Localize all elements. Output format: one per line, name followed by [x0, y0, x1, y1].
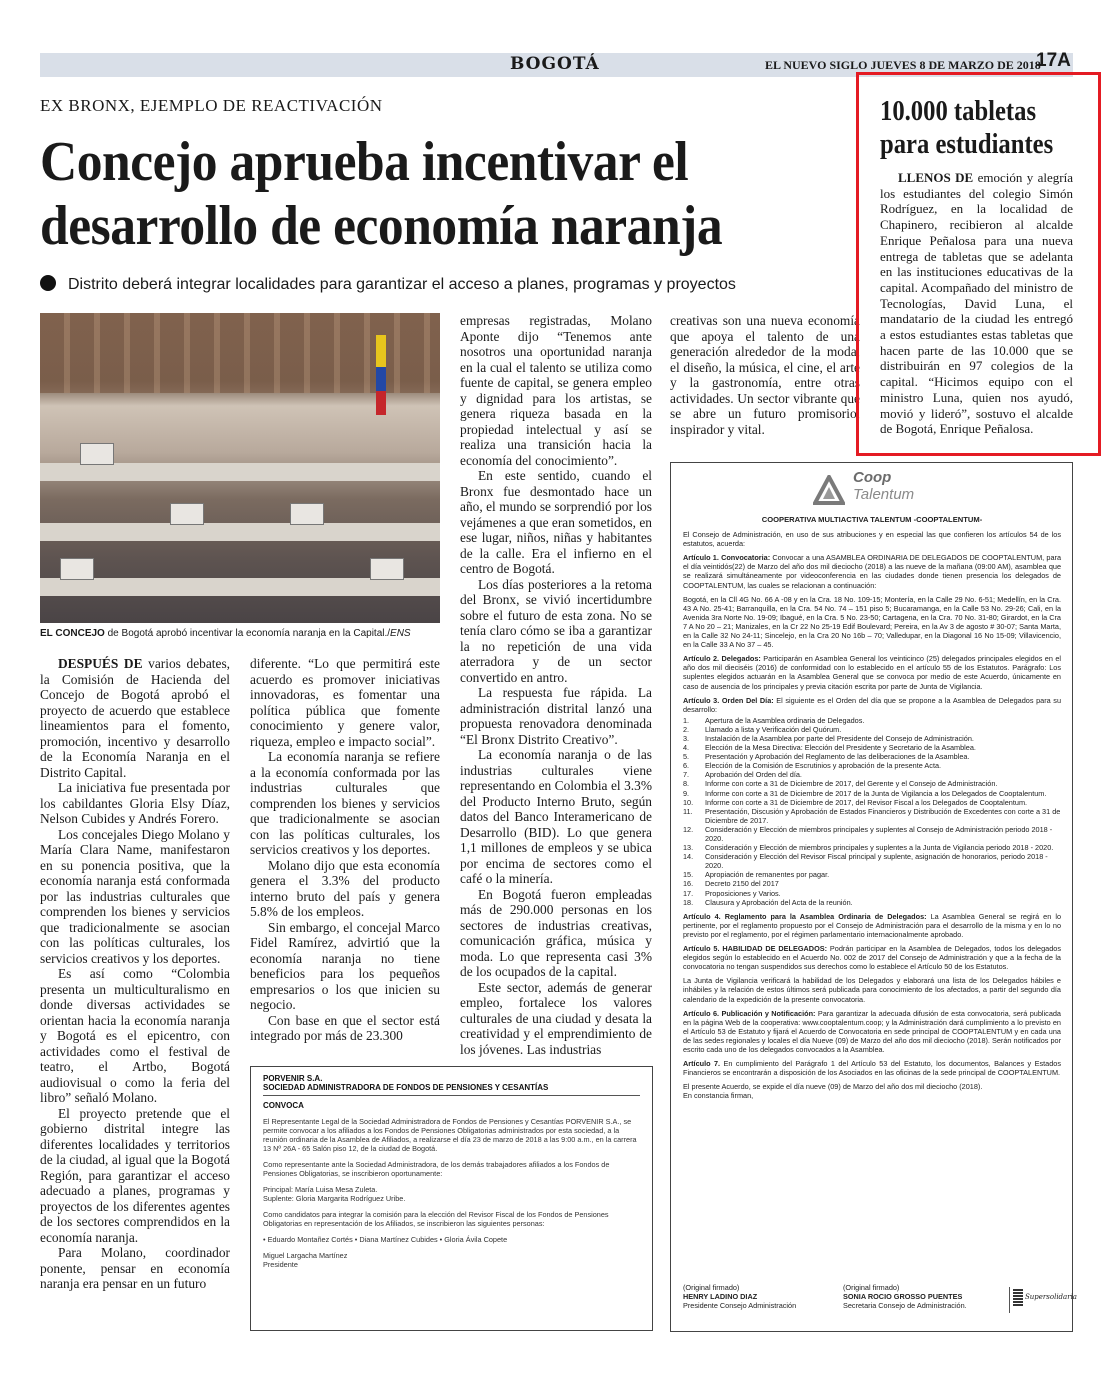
- signer-name: Miguel Largacha Martínez: [263, 1251, 348, 1260]
- seal-text: Supersolidaria: [1025, 1293, 1077, 1301]
- photo-caption: [40, 628, 460, 639]
- paragraph: Para Molano, coordinador ponente, pensar en economía naranja era pensar en un futuro: [40, 1245, 230, 1291]
- agenda-number: 3.: [683, 733, 690, 743]
- agenda-item: [683, 798, 1061, 807]
- agenda-number: 12.: [683, 824, 694, 834]
- paragraph: Es así como “Colombia presenta un multiculturalismo en donde diversas actividades se orientan hacia la economía naranja y Bogotá es el epicentro, con actividades como el festival de teatro, el Artbo, Bogotá audiovisual o como la feria del libro” señaló Molano.: [40, 966, 230, 1105]
- agenda-number: 2.: [683, 724, 690, 734]
- article-column-1: [40, 656, 230, 1292]
- agenda-number: 5.: [683, 752, 690, 762]
- paragraph: La economía naranja o de las industrias culturales viene representando en Colombia el 3.3% del Producto Interno Bruto, según datos del Banco Interamericano de Desarrollo (BID). Lo que genera 1,1 millones de empleos y se ubica por encima de sectores como el café o la minería.: [460, 747, 652, 886]
- paragraph: Los concejales Diego Molano y María Clara Name, manifestaron en su ponencia positiva, que la economía naranja está conformada por las industrias culturales que comprenden los bienes y servicios que tradicionalmente se asocian con las políticas culturales, los servicios creativos y los deportes.: [40, 826, 230, 966]
- lead-in: LLENOS DE: [898, 170, 974, 185]
- sidebar-text: [880, 170, 1073, 437]
- signature-note: (Original firmado): [843, 1283, 900, 1292]
- signature-block: [683, 1283, 853, 1310]
- paragraph: [683, 553, 1061, 589]
- paragraph: Bogotá, en la Cll 4G No. 66 A -08 y en la Cra. 18 No. 109-15; Montería, en la Calle 29 No. 6-51; Medellín, en la Cra. 43 A No. 25-41; Barranquilla, en la Cra. 54 No. 74 – 151 piso 5; Bucaramanga, en la Calle 53 No. 29-26; Cali, en la Avenida 3ra Norte No. 19-09; Ibagué, en la Cra. 5 No. 23-50; Cartagena, en la Cra. 70 No. 31-80; Girardot, en la Cra 7 A No 20 – 21; Manizales, en la Cr 22 No 25-19 Edif Boulevard; Pereira, en la Av 3 de agosto # 30-07; Santa Marta, en la Calle 32 No 24-11; Sincelejo, en la Cra 20 No 16b – 70; Valledupar, en la Diagonal 16 No 15-09; Villavicencio, en la Calle 33 A No 37 – 45.: [683, 594, 1061, 650]
- signer-role: Presidente: [263, 1260, 298, 1269]
- agenda-number: 16.: [683, 879, 694, 889]
- agenda-number: 9.: [683, 788, 690, 798]
- paragraph: En Bogotá fueron empleadas más de 290.000 personas en los sectores de industrias creativas, comunicación gráfica, música y moda. Lo que representa casi 3% de los ocupados de la capital.: [460, 886, 652, 979]
- paragraph: [683, 912, 1061, 939]
- agenda-text: Proposiciones y Varios.: [705, 888, 781, 898]
- agenda-text: Consideración y Elección del Revisor Fiscal principal y suplente, asignación de honorarios, periodo 2018 - 2020.: [705, 852, 1048, 871]
- signer-role: Secretaria Consejo de Administración.: [843, 1301, 967, 1310]
- notice-company: PORVENIR S.A.: [263, 1074, 323, 1083]
- paragraph: [683, 654, 1061, 690]
- agenda-item: [683, 752, 1061, 761]
- article-head: Artículo 3. Orden Del Día:: [683, 695, 774, 705]
- photo-monitor: [170, 503, 204, 525]
- paragraph: Como candidatos para integrar la comisión para la elección del Revisor Fiscal de los Fondos de Pensiones Obligatorias en representación de los Afiliados, se inscribieron las siguientes personas:: [263, 1210, 609, 1228]
- paragraph: diferente. “Lo que permitirá este acuerdo es promover iniciativas innovadoras, es fomentar una política pública que fomente conocimiento y genere valor, riqueza, empleo e impacto social”.: [250, 656, 440, 749]
- agenda-text: Informe con corte a 31 de Diciembre de 2017, del Gerente y el Consejo de Administración.: [705, 779, 998, 789]
- agenda-item: [683, 716, 1061, 725]
- paragraph: Molano dijo que esta economía genera el 3.3% del producto interno bruto del país y genera 5.8% de los empleos.: [250, 857, 440, 919]
- article-head: Artículo 4. Reglamento para la Asamblea Ordinaria de Delegados:: [683, 911, 927, 921]
- agenda-item: [683, 779, 1061, 788]
- agenda-text: Presentación, Discusión y Aprobación de Estados Financieros y Distribución de Excedentes con corte a 31 de Diciembre de 2017.: [705, 806, 1061, 825]
- paragraph: Este sector, además de generar empleo, fortalece los valores culturales de una ciudad y desata la creatividad y el emprendimiento de los jóvenes. Las industrias: [460, 979, 652, 1057]
- agenda-item: [683, 870, 1061, 879]
- agenda-number: 6.: [683, 761, 690, 771]
- porvenir-notice: [250, 1066, 653, 1331]
- supersolidaria-seal: [1009, 1287, 1077, 1313]
- signer-role: Presidente Consejo Administración: [683, 1301, 797, 1310]
- agenda-text: Decreto 2150 del 2017: [705, 879, 779, 889]
- candidate-list: • Eduardo Montañez Cortés • Diana Martínez Cubides • Gloria Ávila Copete: [263, 1235, 508, 1244]
- lead-in: DESPUÉS DE: [58, 656, 143, 671]
- paragraph: Los días posteriores a la retoma del Bronx, se vivió incertidumbre sobre el futuro de esta zona. No se tenía claro cómo se iba a garantizar la no repetición de una vida aterradora y de un sector convertido en antro.: [460, 576, 652, 685]
- paragraph-text: emoción y alegría los estudiantes del colegio Simón Rodríguez, en la localidad de Chapinero, recibieron al alcalde Enrique Peñalosa para una nueva entrega de tabletas que se adelanta en las instituciones educativas de la capital. Acompañado del ministro de Tecnologías, David Luna, el mandatario de la ciudad les entregó a estos estudiantes estas tabletas que hacen parte de las 10.000 que se distribuirán en 97 colegios de la capital. “Hicimos equipo con el ministro Luna, quien nos ayudó, movió y lideró”, sostuvo el alcalde de Bogotá, Enrique Peñalosa.: [880, 170, 1073, 437]
- paper-date: EL NUEVO SIGLO JUEVES 8 DE MARZO DE 2018: [765, 58, 1041, 72]
- agenda-number: 18.: [683, 897, 694, 907]
- section-name: BOGOTÁ: [510, 54, 600, 74]
- caption-text: de Bogotá aprobó incentivar la economía naranja en la Capital./: [104, 628, 391, 639]
- paragraph: El proyecto pretende que el gobierno distrital integre las diferentes localidades y territorios de la ciudad, al igual que la Bogotá Región, para garantizar el acceso adecuado a planes, programas y proyectos de los diferentes agentes de los sectores comprendidos en la economía naranja.: [40, 1105, 230, 1245]
- article-column-2: [250, 656, 440, 1044]
- agenda-number: 11.: [683, 806, 693, 816]
- agenda-item: [683, 734, 1061, 743]
- paragraph: [683, 1059, 1061, 1077]
- agenda-text: Apertura de la Asamblea ordinaria de Delegados.: [705, 715, 865, 725]
- paragraph: [683, 696, 1061, 714]
- paragraph: Con base en que el sector está integrado por más de 23.300: [250, 1012, 440, 1043]
- agenda-text: Aprobación del Orden del día.: [705, 770, 802, 780]
- notice-body: [683, 515, 1061, 1105]
- signer-name: HENRY LADINO DIAZ: [683, 1292, 758, 1301]
- notice-title: COOPERATIVA MULTIACTIVA TALENTUM -COOPTALENTUM-: [761, 515, 983, 524]
- agenda-text: Elección de la Comisión de Escrutinios y aprobación de la presente Acta.: [705, 761, 942, 771]
- principal-name: Principal: María Luisa Mesa Zuleta.: [263, 1185, 378, 1194]
- agenda-number: 1.: [683, 715, 690, 725]
- paragraph: creativas son una nueva economía que apoya el talento de una generación alrededor de la moda, el diseño, la música, el cine, el arte y la gastronomía, entre otras actividades. Un sector vibrante que se abre un futuro promisorio, inspirador y vital.: [670, 313, 860, 437]
- paragraph: [683, 1009, 1061, 1054]
- cooptalentum-logo: [813, 471, 943, 511]
- paragraph: El presente Acuerdo, se expide el día nueve (09) de Marzo del año dos mil dieciocho (2018).: [683, 1082, 983, 1092]
- agenda-item: [683, 789, 1061, 798]
- paragraph: La Junta de Vigilancia verificará la habilidad de los Delegados y elaborará una lista de los Delegados hábiles e inhábiles y la relación de estos últimos será publicada para conocimiento de los afectados, a partir del segundo día calendario de la expedición de la presente convocatoria.: [683, 976, 1061, 1004]
- notice-company-full: SOCIEDAD ADMINISTRADORA DE FONDOS DE PENSIONES Y CESANTÍAS: [263, 1083, 549, 1092]
- agenda-item: [683, 852, 1061, 870]
- photo-monitor: [370, 558, 404, 580]
- paragraph: [263, 1185, 640, 1203]
- article-head: Artículo 5. HABILIDAD DE DELEGADOS:: [683, 944, 828, 954]
- logo-text: Talentum: [853, 486, 915, 503]
- divider: [263, 1095, 640, 1096]
- paragraph-text: varios debates, la Comisión de Hacienda del Concejo de Bogotá aprobó el proyecto de acuerdo que establece lineamientos para el fomento, promoción, incentivo y desarrollo de la Economía Naranja en el Distrito Capital.: [40, 656, 230, 780]
- paragraph: La iniciativa fue presentada por los cabildantes Gloria Elsy Díaz, Nelson Cubides y Andrés Forero.: [40, 780, 230, 826]
- article-column-3: [460, 313, 652, 1057]
- seal-mark-icon: [1013, 1289, 1023, 1307]
- paragraph-text: Para garantizar la adecuada difusión de esta convocatoria, será publicada en la página Web de la cooperativa: www.cooptalentum.coop; y la Administración dará cumplimiento a lo previsto en el Artículo 53 de Estatuto y fijará el Acuerdo de Convocatoria en sede principal de COOPTALENTUM y en cada una de las sedes regionales y locales el día Nueve (09) de Marzo del año dos mil dieciocho (2018). Serán notificados por escrito cada uno de los delegados convocados a la Asamblea.: [683, 1008, 1061, 1054]
- agenda-number: 13.: [683, 843, 694, 853]
- article-head: Artículo 1. Convocatoria:: [683, 553, 771, 563]
- article-head: Artículo 6. Publicación y Notificación:: [683, 1008, 816, 1018]
- article-headline: Concejo aprueba incentivar el desarrollo de economía naranja: [40, 131, 723, 257]
- notice-heading: CONVOCA: [263, 1101, 304, 1110]
- agenda-item: [683, 807, 1061, 825]
- photo-desk-row: [40, 578, 440, 596]
- colombia-flag-icon: [376, 335, 386, 415]
- paragraph: Sin embargo, el concejal Marco Fidel Ramírez, advirtió que la economía naranja no tiene beneficios para los pequeños empresarios o los que inicien su negocio.: [250, 919, 440, 1012]
- agenda-text: Presentación y Aprobación del Reglamento de las deliberaciones de la Asamblea.: [705, 752, 970, 762]
- agenda-number: 8.: [683, 779, 690, 789]
- agenda-number: 4.: [683, 743, 690, 753]
- agenda-text: Informe con corte a 31 de Diciembre de 2017 de la Junta de Vigilancia a los Delegados de Cooptalentum.: [705, 788, 1047, 798]
- signer-name: SONIA ROCIO GROSSO PUENTES: [843, 1292, 963, 1301]
- agenda-text: Elección de la Mesa Directiva: Elección del Presidente y Secretario de la Asamblea.: [705, 743, 976, 753]
- agenda-number: 15.: [683, 870, 694, 880]
- paragraph: En este sentido, cuando el Bronx fue desmontado hace un año, el mundo se sorprendió por los vejámenes a que eran sometidos, en ese lugar, niños, niñas y habitantes de la calle. Era el infierno en el centro de Bogotá.: [460, 468, 652, 576]
- paragraph-text: En cumplimiento del Parágrafo 1 del Artículo 53 del Estatuto, los documentos, Balances y Estados Financieros se encontrarán a disposición de los Asociados en las oficinas de la sede principal de COOPTALENTUM.: [683, 1059, 1061, 1078]
- agenda-text: Consideración y Elección de miembros principales y suplentes a la Junta de Vigilancia periodo 2018 - 2020.: [705, 843, 1054, 853]
- paragraph: La respuesta fue rápida. La administración distrital lanzó una propuesta renovadora denominada “El Bronx Distrito Creativo”.: [460, 685, 652, 747]
- agenda-text: Apropiación de remanentes por pagar.: [705, 870, 830, 880]
- cooptalentum-notice: [670, 462, 1077, 1332]
- agenda-item: [683, 898, 1061, 907]
- paragraph: [683, 944, 1061, 971]
- logo-text: Coop: [853, 469, 892, 486]
- agenda-text: Consideración y Elección de miembros principales y suplentes al Consejo de Administración periodo 2018 - 2020.: [705, 824, 1053, 843]
- caption-lead: EL CONCEJO: [40, 628, 105, 639]
- article-kicker: EX BRONX, EJEMPLO DE REACTIVACIÓN: [40, 96, 383, 115]
- paragraph: Como representante ante la Sociedad Administradora, de los demás trabajadores afiliados a los Fondos de Pensiones Obligatorias, se inscribieron oportunamente:: [263, 1160, 610, 1178]
- photo-monitor: [80, 443, 114, 465]
- agenda-text: Informe con corte a 31 de Diciembre de 2017, del Revisor Fiscal a los Delegados de Cooptalentum.: [705, 797, 1028, 807]
- agenda-item: [683, 825, 1061, 843]
- signature-note: (Original firmado): [683, 1283, 740, 1292]
- subhead-text: Distrito deberá integrar localidades para garantizar el acceso a planes, programas y proyectos: [68, 276, 736, 293]
- article-head: Artículo 7.: [683, 1059, 721, 1069]
- agenda-number: 10.: [683, 797, 694, 807]
- agenda-item: [683, 761, 1061, 770]
- paragraph-text: Convocar a una ASAMBLEA ORDINARIA DE DELEGADOS DE COOPTALENTUM, para el día veintidós(22) de Marzo del año dos mil dieciocho (2018) a las nueve de la mañana (09:00 AM), asamblea que se realizará simultáneamente por videoconferencia en las ciudades donde tienen presencia los delegados de COOPTALENTUM, las cuales se relacionan a continuación:: [683, 553, 1062, 590]
- paragraph: empresas registradas, Molano Aponte dijo “Tenemos ante nosotros una oportunidad naranja en la cual el talento se utiliza como fuente de capital, se genera empleo y dignidad para los artistas, se genera riqueza basada en la propiedad intelectual y así se realiza una transición hacia la economía del conocimiento”.: [460, 313, 652, 468]
- article-subhead: [40, 275, 736, 294]
- bullet-icon: [40, 275, 56, 291]
- agenda-number: 14.: [683, 852, 694, 862]
- article-head: Artículo 2. Delegados:: [683, 654, 761, 664]
- agenda-text: Clausura y Aprobación del Acta de la reunión.: [705, 897, 853, 907]
- photo-desk-row: [40, 463, 440, 481]
- agenda-text: Llamado a lista y Verificación del Quórum.: [705, 724, 842, 734]
- agenda-item: [683, 770, 1061, 779]
- photo-credit: ENS: [390, 628, 411, 639]
- triangle-logo-icon: [813, 475, 845, 505]
- agenda-list: [683, 716, 1061, 907]
- page-number: 17A: [1036, 50, 1071, 71]
- agenda-item: [683, 889, 1061, 898]
- photo-monitor: [60, 558, 94, 580]
- photo-monitor: [290, 503, 324, 525]
- paragraph: [880, 170, 1073, 437]
- agenda-text: Instalación de la Asamblea por parte del Presidente del Consejo de Administración.: [705, 733, 974, 743]
- paragraph: La economía naranja se refiere a la economía conformada por las industrias culturales que comprenden los bienes y servicios que tradicionalmente se asocian con las políticas culturales, los servicios creativos y los deportes.: [250, 749, 440, 857]
- council-session-photo: [40, 313, 440, 623]
- paragraph-text: La Asamblea General se regirá en lo pertinente, por el reglamento propuesto por el Consejo de Administración para el desarrollo de la misma y en lo no previsto por el reglamento, por el régimen parlamentario internacionalmente aprobado.: [683, 911, 1061, 939]
- paragraph-text: Participarán en Asamblea General los veinticinco (25) delegados principales elegidos en el año dos mil dieciséis (2016) de conformidad con lo establecido en el artículo 55 de los Estatutos. Parágrafo: Los suplentes elegidos actuarán en la Asamblea General que se convoca por medio de este Acuerdo, únicamente en caso de ausencia de los principales y previa citación escrita por parte de Junta de Vigilancia.: [683, 654, 1061, 691]
- sidebar-title: 10.000 tabletas para estudiantes: [880, 96, 1054, 160]
- agenda-item: [683, 843, 1061, 852]
- paragraph-text: El siguiente es el Orden del día que se propone a la Asamblea de Delegados para su desarrollo:: [683, 695, 1061, 714]
- agenda-item: [683, 743, 1061, 752]
- paragraph-text: Podrán participar en la Asamblea de Delegados, todos los delegados elegidos según lo establecido en el Acuerdo No. 002 de 2017 del Consejo de Administración y que a la fecha de la convocatoria no tengan suspendidos sus derechos como lo establece el Artículo 50 de los Estatutos.: [683, 944, 1061, 972]
- article-column-4: [670, 313, 860, 437]
- signature: [263, 1251, 640, 1269]
- signature-block: [843, 1283, 1013, 1310]
- agenda-item: [683, 725, 1061, 734]
- suplente-name: Suplente: Gloria Margarita Rodríguez Uribe.: [263, 1194, 406, 1203]
- agenda-number: 7.: [683, 770, 690, 780]
- paragraph: En constancia firman,: [683, 1091, 754, 1101]
- paragraph: El Representante Legal de la Sociedad Administradora de Fondos de Pensiones y Cesantías PORVENIR S.A., se permite convocar a los afiliados a los Fondos de Pensiones Obligatorias administrados por esta sociedad, a la reunión ordinaria de la Asamblea de Afiliados, a realizarse el día 23 de marzo de 2018 a las 9:00 a.m., en la carrera 13 Nº 26A - 65 Salón piso 12, de la ciudad de Bogotá.: [263, 1117, 637, 1153]
- agenda-item: [683, 879, 1061, 888]
- paragraph: El Consejo de Administración, en uso de sus atribuciones y en especial las que confieren los artículos 54 de los estatutos, acuerda:: [683, 530, 1061, 549]
- photo-desk-row: [40, 523, 440, 541]
- agenda-number: 17.: [683, 888, 694, 898]
- paragraph: [40, 656, 230, 780]
